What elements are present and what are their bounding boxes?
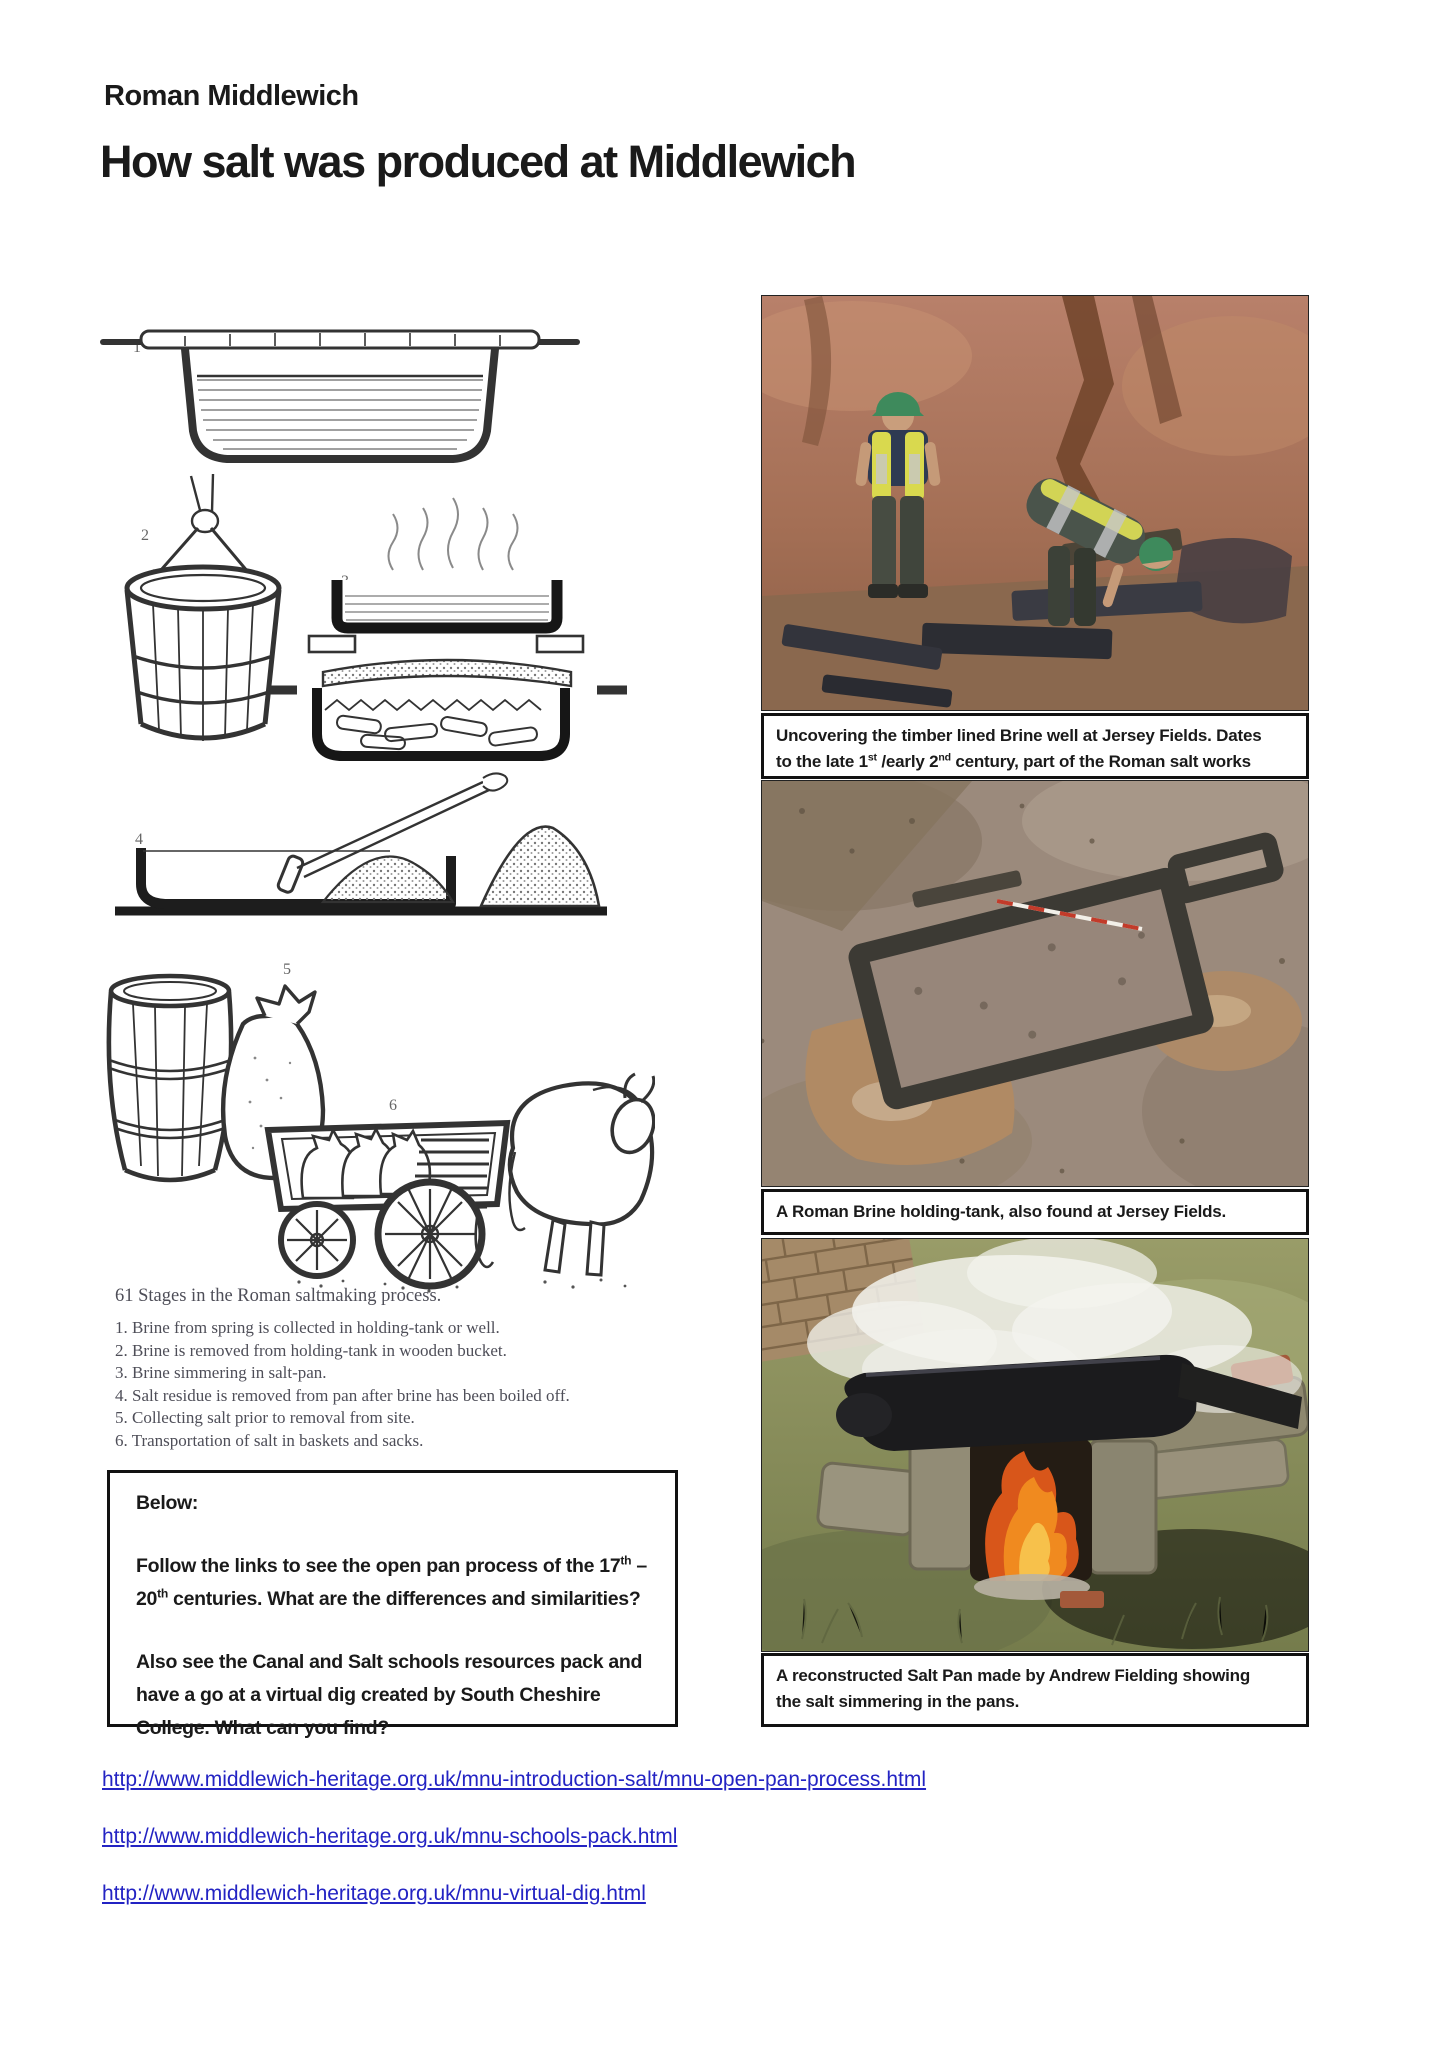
process-list-heading: 61 Stages in the Roman saltmaking process. — [115, 1286, 442, 1306]
caption3-line1: A reconstructed Salt Pan made by Andrew Fielding showing — [776, 1666, 1251, 1685]
link-row-2 — [102, 1825, 677, 1849]
process-step-6: 6. Transportation of salt in baskets and sacks. — [115, 1430, 424, 1450]
holding-tank-photo-illustration — [762, 781, 1308, 1186]
para1-dash: – — [631, 1555, 647, 1577]
para2-line3: College. What can you find? — [136, 1717, 389, 1739]
page-title: How salt was produced at Middlewich — [100, 136, 856, 187]
info-box-paragraph-1 — [136, 1550, 649, 1616]
para1-sup-th-2: th — [157, 1586, 168, 1601]
caption3-line2: the salt simmering in the pans. — [776, 1692, 1020, 1711]
info-box-paragraph-2 — [136, 1646, 649, 1745]
kicker-heading: Roman Middlewich — [104, 80, 359, 112]
para1-tail: centuries. What are the differences and similarities? — [167, 1588, 641, 1610]
link-virtual-dig[interactable]: http://www.middlewich-heritage.org.uk/mnu-virtual-dig.html — [102, 1882, 646, 1905]
stage-3-simmering-pan-drawing — [267, 498, 627, 756]
link-schools-pack[interactable]: http://www.middlewich-heritage.org.uk/mnu-schools-pack.html — [102, 1825, 678, 1848]
process-step-3: 3. Brine simmering in salt-pan. — [115, 1363, 327, 1382]
stage-1-holding-tank-drawing — [103, 331, 577, 459]
caption-brine-well — [761, 713, 1309, 779]
para1-sup-th: th — [620, 1553, 632, 1568]
caption1-part3: century, part of the Roman salt works — [950, 752, 1251, 771]
stage-6-number: 6 — [389, 1097, 397, 1114]
link-row-1 — [102, 1768, 926, 1792]
photo-brine-holding-tank — [761, 780, 1309, 1187]
process-step-4: 4. Salt residue is removed from pan after brine has been boiled off. — [115, 1385, 570, 1405]
salt-pan-photo-illustration — [762, 1239, 1308, 1651]
stage-2-bucket-drawing — [127, 474, 279, 741]
info-box-heading: Below: — [136, 1492, 199, 1514]
caption1-part2: /early 2 — [876, 752, 939, 771]
stage-4-raking-drawing — [115, 773, 607, 911]
para2-line2: have a go at a virtual dig created by South Cheshire — [136, 1684, 601, 1706]
caption1-line2 — [776, 749, 1294, 775]
para1-text: Follow the links to see the open pan process of the 17 — [136, 1555, 621, 1577]
caption-salt-pan — [761, 1653, 1309, 1727]
caption1-sup-st: st — [867, 751, 877, 764]
para2-line1: Also see the Canal and Salt schools resources pack and — [136, 1651, 643, 1673]
photo-brine-well-excavation — [761, 295, 1309, 711]
process-steps-list — [115, 1286, 675, 1452]
caption1-part1: to the late 1 — [776, 752, 868, 771]
link-row-3 — [102, 1882, 646, 1906]
stage-5-number: 5 — [283, 961, 291, 978]
photo-reconstructed-salt-pan — [761, 1238, 1309, 1652]
saltmaking-stages-drawing — [85, 218, 655, 1293]
caption1-line1: Uncovering the timber lined Brine well at Jersey Fields. Dates — [776, 726, 1262, 745]
caption2-text: A Roman Brine holding-tank, also found at Jersey Fields. — [776, 1202, 1227, 1221]
process-step-1: 1. Brine from spring is collected in holding-tank or well. — [115, 1318, 500, 1337]
process-step-5: 5. Collecting salt prior to removal from site. — [115, 1408, 415, 1427]
stage-1-number: 1 — [133, 339, 141, 356]
caption1-sup-nd: nd — [938, 751, 951, 764]
brine-well-photo-illustration — [762, 296, 1308, 710]
stage-6-ox-cart-drawing — [268, 1074, 655, 1293]
info-box — [107, 1470, 678, 1739]
caption-holding-tank — [761, 1189, 1309, 1235]
stage-2-number: 2 — [141, 527, 149, 544]
process-step-2: 2. Brine is removed from holding-tank in wooden bucket. — [115, 1340, 507, 1360]
link-open-pan-process[interactable]: http://www.middlewich-heritage.org.uk/mnu-introduction-salt/mnu-open-pan-process.html — [102, 1768, 927, 1791]
para1-20: 20 — [136, 1588, 158, 1610]
stage-4-number: 4 — [135, 831, 143, 848]
